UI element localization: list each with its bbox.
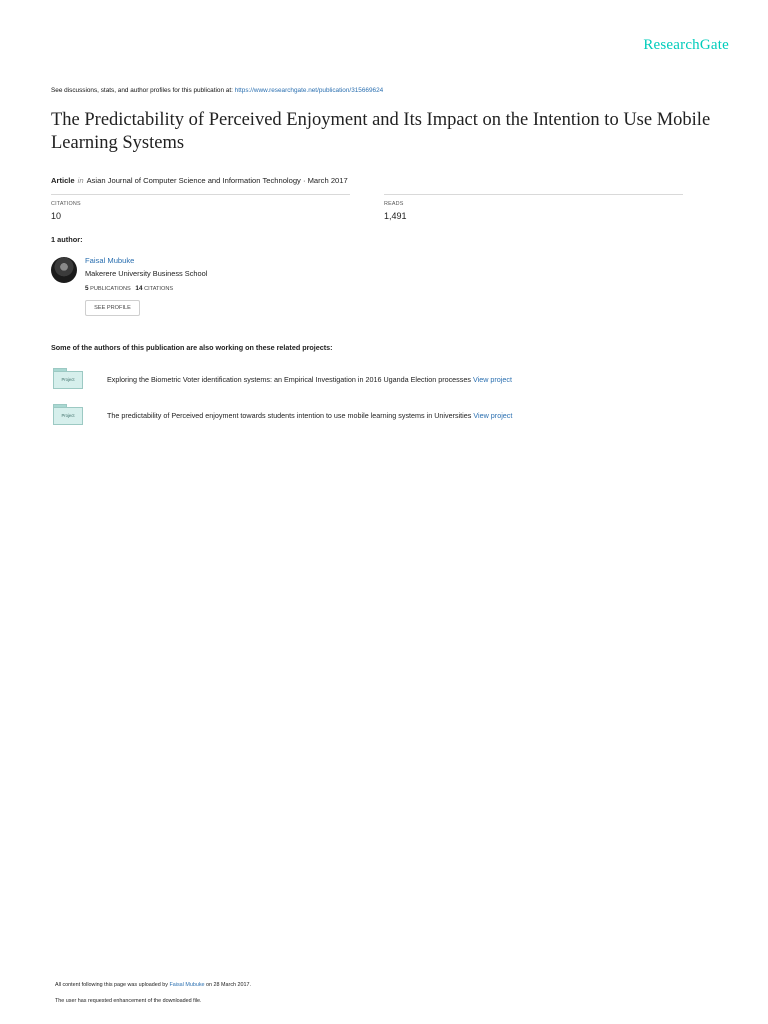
publication-title: The Predictability of Perceived Enjoyment and Its Impact on the Intention to Use Mobile Learning Systems (51, 110, 711, 153)
discussions-text: See discussions, stats, and author profiles for this publication at: (51, 87, 233, 94)
author-citations-label: CITATIONS (144, 286, 174, 292)
reads-label: READS (384, 201, 404, 207)
researchgate-logo[interactable]: ResearchGate (643, 37, 729, 53)
author-citations-count: 14 (135, 285, 143, 292)
citations-label: CITATIONS (51, 201, 81, 207)
in-word: in (77, 176, 84, 185)
related-project-text: The predictability of Perceived enjoyment towards students intention to use mobile learning systems in Universities (107, 411, 472, 420)
reads-value: 1,491 (384, 211, 407, 221)
upload-note (55, 982, 251, 988)
publication-url-link[interactable]: https://www.researchgate.net/publication/315669624 (234, 87, 384, 94)
citations-divider (51, 194, 350, 195)
uploader-link[interactable]: Faisal Mubuke (169, 982, 205, 988)
upload-prefix: All content following this page was uploaded by (55, 982, 168, 988)
related-project-item (107, 375, 512, 384)
see-profile-button[interactable]: SEE PROFILE (85, 300, 140, 316)
publication-type: Article (51, 176, 75, 185)
author-name-link[interactable]: Faisal Mubuke (85, 256, 135, 265)
upload-suffix: on 28 March 2017. (206, 982, 251, 988)
view-project-link[interactable]: View project (473, 411, 513, 420)
project-folder-icon[interactable] (53, 368, 83, 389)
project-icon-label: Project (53, 371, 83, 389)
authors-heading: 1 author: (51, 235, 83, 244)
related-project-text: Exploring the Biometric Voter identification systems: an Empirical Investigation in 2016 Uganda Election processes (107, 375, 471, 384)
related-projects-heading: Some of the authors of this publication are also working on these related projects: (51, 343, 333, 352)
publication-meta (51, 176, 348, 185)
related-project-item (107, 411, 512, 420)
author-publications-label: PUBLICATIONS (90, 286, 131, 292)
discussions-line (51, 87, 383, 94)
publication-venue: Asian Journal of Computer Science and Information Technology · March 2017 (86, 176, 348, 185)
project-folder-icon[interactable] (53, 404, 83, 425)
view-project-link[interactable]: View project (472, 375, 512, 384)
citations-value: 10 (51, 211, 62, 221)
reads-divider (384, 194, 683, 195)
author-institution: Makerere University Business School (85, 269, 208, 278)
author-publications-count: 5 (85, 285, 89, 292)
enhancement-note: The user has requested enhancement of the downloaded file. (55, 998, 202, 1004)
project-icon-label: Project (53, 407, 83, 425)
author-avatar[interactable] (51, 257, 77, 283)
author-stats (85, 285, 173, 292)
